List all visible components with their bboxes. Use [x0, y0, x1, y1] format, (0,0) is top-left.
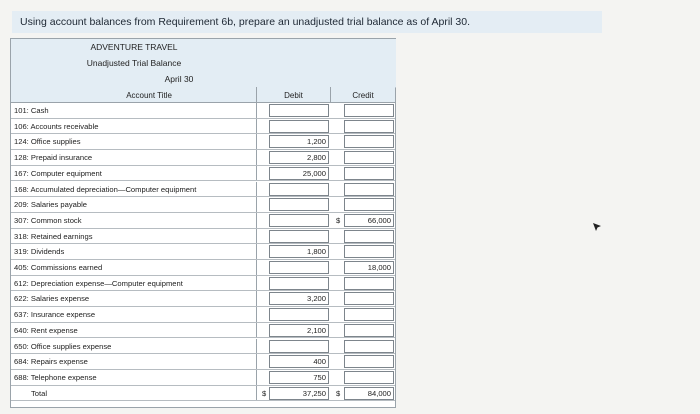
credit-input[interactable]: 84,000	[344, 387, 394, 400]
table-row	[11, 307, 395, 323]
company-name: ADVENTURE TRAVEL	[11, 39, 257, 56]
credit-input[interactable]	[344, 355, 394, 368]
table-row	[11, 339, 395, 355]
credit-dollar-sign: $	[336, 215, 341, 225]
debit-header: Debit	[257, 87, 331, 103]
account-title-cell[interactable]: 637: Insurance expense	[11, 307, 257, 322]
credit-input[interactable]	[344, 324, 394, 337]
statement-title: Unadjusted Trial Balance	[11, 55, 257, 72]
account-title-cell[interactable]: 101: Cash	[11, 103, 257, 118]
credit-input[interactable]	[344, 135, 394, 148]
account-title-cell[interactable]: 167: Computer equipment	[11, 166, 257, 181]
credit-input[interactable]	[344, 245, 394, 258]
trial-balance-sheet	[10, 38, 396, 408]
debit-input[interactable]	[269, 340, 329, 353]
header-blank	[257, 39, 396, 56]
account-title-cell[interactable]: 640: Rent expense	[11, 323, 257, 338]
debit-input[interactable]: 750	[269, 371, 329, 384]
table-row	[11, 213, 395, 229]
debit-input[interactable]: 25,000	[269, 167, 329, 180]
account-title-cell[interactable]: 128: Prepaid insurance	[11, 150, 257, 165]
account-title-cell[interactable]: 307: Common stock	[11, 213, 257, 228]
debit-input[interactable]: 1,200	[269, 135, 329, 148]
account-title-cell[interactable]: 688: Telephone expense	[11, 370, 257, 385]
table-row	[11, 244, 395, 260]
debit-dollar-sign: $	[262, 388, 267, 398]
account-title-cell[interactable]: 612: Depreciation expense—Computer equipment	[11, 276, 257, 291]
header-blank	[11, 71, 101, 88]
table-row	[11, 182, 395, 198]
debit-input[interactable]	[269, 214, 329, 227]
table-row	[11, 134, 395, 150]
table-row	[11, 103, 395, 119]
statement-date: April 30	[101, 71, 257, 88]
credit-input[interactable]	[344, 198, 394, 211]
credit-input[interactable]: 66,000	[344, 214, 394, 227]
instruction-text: Using account balances from Requirement 6b, prepare an unadjusted trial balance as of April 30.	[12, 11, 602, 33]
debit-input[interactable]	[269, 120, 329, 133]
table-row	[11, 166, 395, 182]
credit-input[interactable]	[344, 230, 394, 243]
debit-input[interactable]	[269, 277, 329, 290]
account-title-cell[interactable]: 318: Retained earnings	[11, 229, 257, 244]
account-title-cell[interactable]: 622: Salaries expense	[11, 291, 257, 306]
table-row	[11, 354, 395, 370]
debit-input[interactable]: 3,200	[269, 292, 329, 305]
credit-dollar-sign: $	[336, 388, 341, 398]
credit-input[interactable]	[344, 371, 394, 384]
account-title-cell[interactable]: 209: Salaries payable	[11, 197, 257, 212]
header-blank	[257, 71, 396, 88]
account-title-cell[interactable]: 168: Accumulated depreciation—Computer equipment	[11, 182, 257, 197]
arrow-cursor-icon	[592, 222, 602, 232]
debit-input[interactable]: 1,800	[269, 245, 329, 258]
header-blank	[257, 55, 396, 72]
account-title-cell[interactable]: 124: Office supplies	[11, 134, 257, 149]
table-row	[11, 260, 395, 276]
debit-input[interactable]: 2,800	[269, 151, 329, 164]
account-title-cell[interactable]: 319: Dividends	[11, 244, 257, 259]
table-row	[11, 119, 395, 135]
credit-input[interactable]	[344, 104, 394, 117]
debit-input[interactable]: 400	[269, 355, 329, 368]
table-row	[11, 276, 395, 292]
table-row	[11, 197, 395, 213]
table-row	[11, 229, 395, 245]
account-title-cell[interactable]: 405: Commissions earned	[11, 260, 257, 275]
account-title-cell[interactable]: 106: Accounts receivable	[11, 119, 257, 134]
total-label[interactable]: Total	[11, 386, 257, 401]
table-row	[11, 386, 395, 402]
credit-input[interactable]	[344, 292, 394, 305]
table-row	[11, 291, 395, 307]
credit-input[interactable]: 18,000	[344, 261, 394, 274]
credit-input[interactable]	[344, 183, 394, 196]
account-title-cell[interactable]: 650: Office supplies expense	[11, 339, 257, 354]
debit-input[interactable]	[269, 104, 329, 117]
table-row	[11, 323, 395, 339]
debit-input[interactable]: 37,250	[269, 387, 329, 400]
debit-input[interactable]	[269, 261, 329, 274]
credit-input[interactable]	[344, 277, 394, 290]
credit-input[interactable]	[344, 151, 394, 164]
account-title-header: Account Title	[11, 87, 257, 103]
credit-input[interactable]	[344, 167, 394, 180]
debit-input[interactable]	[269, 198, 329, 211]
credit-input[interactable]	[344, 340, 394, 353]
table-row	[11, 150, 395, 166]
table-row	[11, 370, 395, 386]
debit-input[interactable]	[269, 230, 329, 243]
account-title-cell[interactable]: 684: Repairs expense	[11, 354, 257, 369]
debit-input[interactable]	[269, 308, 329, 321]
debit-input[interactable]	[269, 183, 329, 196]
credit-input[interactable]	[344, 120, 394, 133]
credit-input[interactable]	[344, 308, 394, 321]
debit-input[interactable]: 2,100	[269, 324, 329, 337]
credit-header: Credit	[331, 87, 395, 103]
